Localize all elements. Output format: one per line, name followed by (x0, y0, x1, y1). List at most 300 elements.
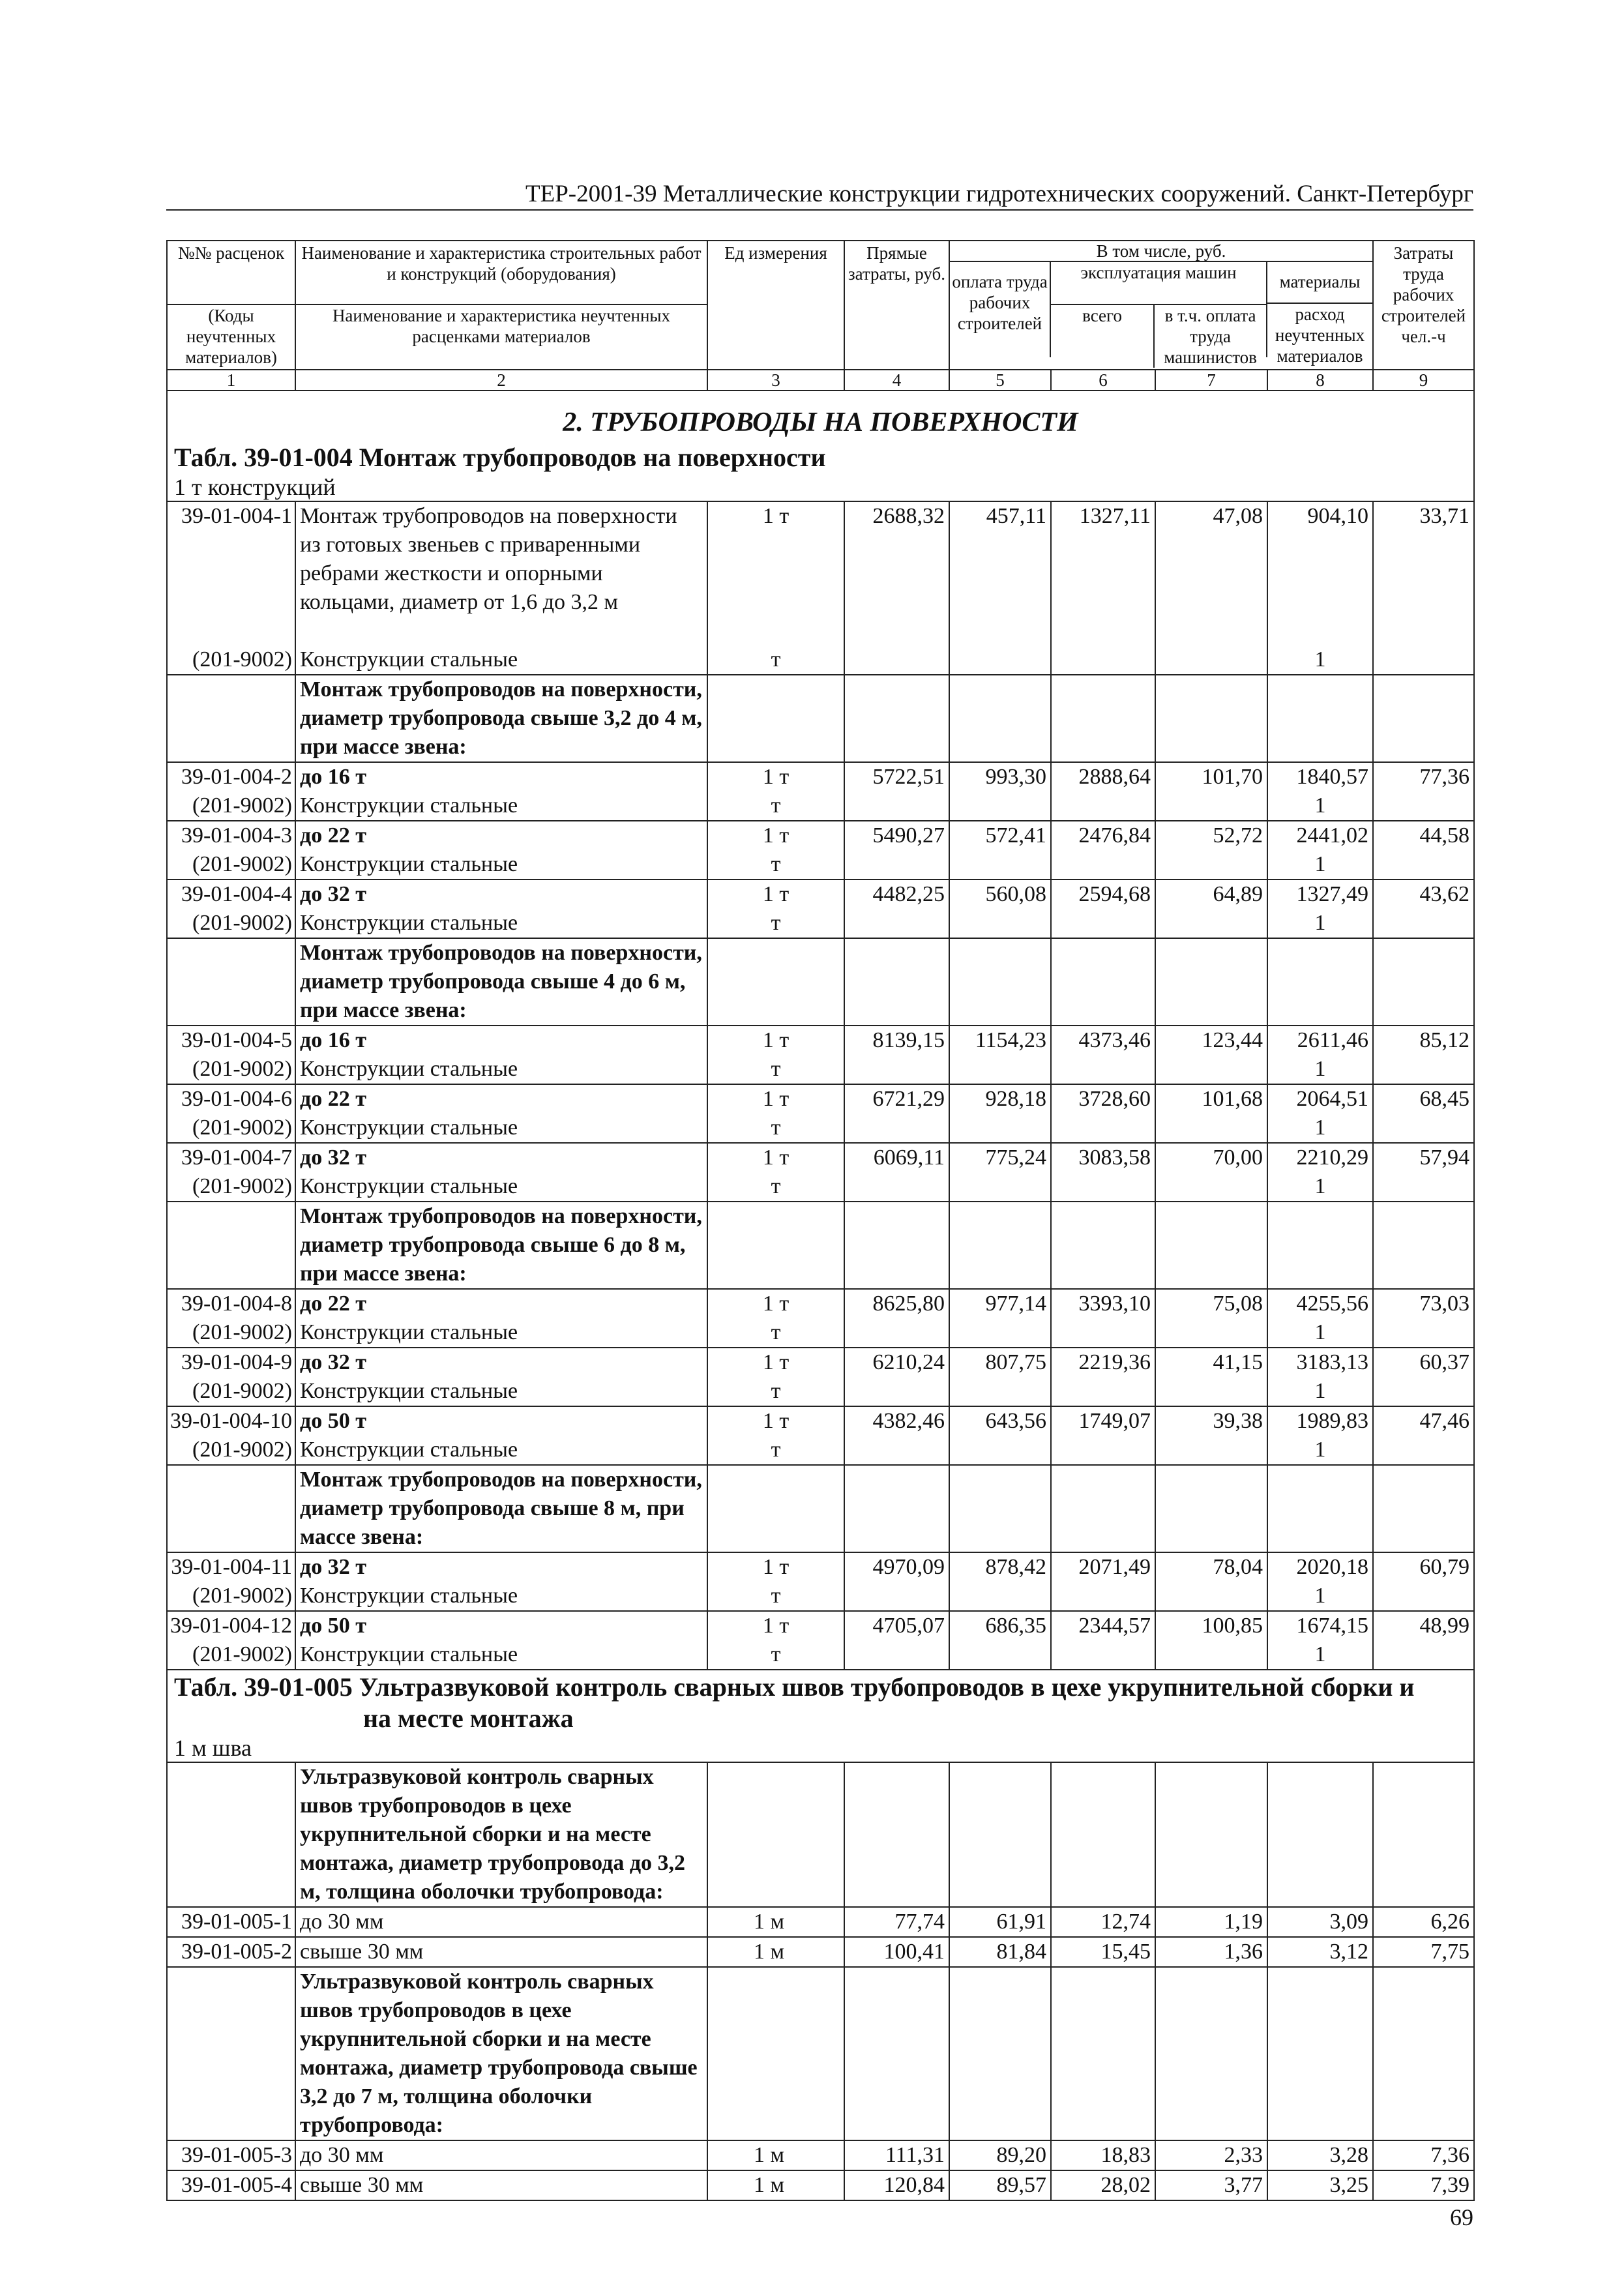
empty-cell (949, 1055, 1051, 1084)
row-code: 39-01-005-4 (167, 2170, 295, 2200)
row-name: до 22 т (295, 1084, 707, 1114)
col-labor-header: оплата труда рабочих строителей (950, 262, 1051, 357)
empty-cell (707, 1202, 844, 1289)
col-number-2: 2 (295, 370, 707, 391)
empty-cell (949, 1114, 1051, 1143)
empty-cell (844, 645, 949, 675)
row-direct: 77,74 (844, 1907, 949, 1937)
empty-cell (949, 1967, 1051, 2140)
empty-cell (1373, 675, 1474, 762)
row-mach-labor: 78,04 (1155, 1552, 1267, 1582)
row-mach: 28,02 (1051, 2170, 1155, 2200)
empty-cell (844, 938, 949, 1026)
row-hours: 57,94 (1373, 1143, 1474, 1172)
row-labor: 928,18 (949, 1084, 1051, 1114)
material-name: Конструкции стальные (295, 1055, 707, 1084)
empty-cell (1051, 909, 1155, 938)
col-number-6: 6 (1051, 370, 1155, 391)
material-qty: 1 (1267, 1436, 1373, 1465)
row-unit: 1 т (707, 1611, 844, 1640)
row-code: 39-01-005-3 (167, 2140, 295, 2170)
empty-cell (1373, 1377, 1474, 1406)
empty-cell (949, 1762, 1051, 1907)
material-name: Конструкции стальные (295, 1114, 707, 1143)
material-qty: 1 (1267, 1377, 1373, 1406)
table-row (167, 1937, 1474, 1967)
empty-cell (1373, 1967, 1474, 2140)
material-name: Конструкции стальные (295, 850, 707, 879)
table-row (167, 1907, 1474, 1937)
material-qty: 1 (1267, 1640, 1373, 1670)
row-mat: 2210,29 (1267, 1143, 1373, 1172)
col-code-header (167, 241, 295, 370)
table-row (167, 501, 1474, 645)
material-name: Конструкции стальные (295, 791, 707, 821)
row-mach: 18,83 (1051, 2140, 1155, 2170)
empty-cell (167, 938, 295, 1026)
row-mat: 3,25 (1267, 2170, 1373, 2200)
col-number-1: 1 (167, 370, 295, 391)
col-hours-header: Затраты труда рабочих строителей чел.-ч (1373, 241, 1474, 370)
table1-title: Табл. 39-01-004 Монтаж трубопроводов на поверхности (174, 443, 826, 472)
material-unit: т (707, 1640, 844, 1670)
row-code: 39-01-004-5 (167, 1026, 295, 1055)
table2-title-line2: на месте монтажа (363, 1704, 574, 1733)
material-name: Конструкции стальные (295, 1640, 707, 1670)
row-code: 39-01-004-12 (167, 1611, 295, 1640)
row-mach-labor: 1,36 (1155, 1937, 1267, 1967)
row-direct: 5722,51 (844, 762, 949, 791)
row-mat: 2441,02 (1267, 821, 1373, 850)
row-unit: 1 т (707, 762, 844, 791)
row-hours: 77,36 (1373, 762, 1474, 791)
row-mach: 1749,07 (1051, 1406, 1155, 1436)
row-mach: 4373,46 (1051, 1026, 1155, 1055)
row-code: 39-01-004-7 (167, 1143, 295, 1172)
empty-cell (1267, 938, 1373, 1026)
row-mat: 1674,15 (1267, 1611, 1373, 1640)
empty-cell (1155, 791, 1267, 821)
row-labor: 457,11 (949, 501, 1051, 645)
empty-cell (1051, 1055, 1155, 1084)
row-name: Монтаж трубопроводов на поверхности из готовых звеньев с приваренными ребрами жесткости и опорными кольцами, диаметр от 1,6 до 3,2 м (295, 501, 707, 645)
empty-cell (949, 675, 1051, 762)
material-qty: 1 (1267, 1055, 1373, 1084)
empty-cell (949, 1465, 1051, 1552)
row-mach-labor: 101,70 (1155, 762, 1267, 791)
row-mat: 3,09 (1267, 1907, 1373, 1937)
col-mat-bottom-header: расход неучтенных материалов (1275, 304, 1365, 366)
row-labor: 81,84 (949, 1937, 1051, 1967)
empty-cell (844, 1172, 949, 1202)
header-number-row (167, 370, 1474, 391)
empty-cell (844, 1967, 949, 2140)
section-row (167, 1670, 1474, 1762)
empty-cell (707, 1762, 844, 1907)
empty-cell (949, 909, 1051, 938)
col-name-top: Наименование и характеристика строительных работ и конструкций (оборудования) (301, 243, 701, 284)
empty-cell (167, 1202, 295, 1289)
row-mach-labor: 3,77 (1155, 2170, 1267, 2200)
row-mach: 15,45 (1051, 1937, 1155, 1967)
material-code: (201-9002) (167, 1114, 295, 1143)
col-name-bottom: Наименование и характеристика неучтенных расценками материалов (296, 304, 707, 347)
empty-cell (1051, 1582, 1155, 1611)
row-unit: 1 т (707, 1552, 844, 1582)
material-row (167, 1318, 1474, 1348)
empty-cell (1373, 1114, 1474, 1143)
empty-cell (1373, 1582, 1474, 1611)
col-number-5: 5 (949, 370, 1051, 391)
col-unit-header: Ед измерения (707, 241, 844, 370)
empty-cell (949, 1436, 1051, 1465)
row-labor: 977,14 (949, 1289, 1051, 1318)
row-hours: 7,39 (1373, 2170, 1474, 2200)
empty-cell (1373, 1055, 1474, 1084)
row-name: до 16 т (295, 1026, 707, 1055)
group-row (167, 1465, 1474, 1552)
table-row (167, 1406, 1474, 1436)
empty-cell (844, 791, 949, 821)
row-direct: 4970,09 (844, 1552, 949, 1582)
table-row (167, 1289, 1474, 1318)
empty-cell (1155, 938, 1267, 1026)
empty-cell (844, 1640, 949, 1670)
row-mat: 3183,13 (1267, 1348, 1373, 1377)
row-code: 39-01-004-6 (167, 1084, 295, 1114)
row-direct: 4382,46 (844, 1406, 949, 1436)
empty-cell (844, 850, 949, 879)
row-hours: 44,58 (1373, 821, 1474, 850)
empty-cell (949, 850, 1051, 879)
empty-cell (1267, 675, 1373, 762)
empty-cell (1373, 1465, 1474, 1552)
table-row (167, 1348, 1474, 1377)
material-qty: 1 (1267, 1172, 1373, 1202)
page-number: 69 (1450, 2204, 1473, 2230)
empty-cell (167, 1967, 295, 2140)
row-mach-labor: 2,33 (1155, 2140, 1267, 2170)
row-labor: 643,56 (949, 1406, 1051, 1436)
empty-cell (1051, 791, 1155, 821)
empty-cell (1267, 1202, 1373, 1289)
empty-cell (707, 675, 844, 762)
row-mach: 2344,57 (1051, 1611, 1155, 1640)
row-mat: 1327,49 (1267, 879, 1373, 909)
row-mach-labor: 39,38 (1155, 1406, 1267, 1436)
row-mach-labor: 101,68 (1155, 1084, 1267, 1114)
row-mach-labor: 70,00 (1155, 1143, 1267, 1172)
material-unit: т (707, 791, 844, 821)
table-row (167, 1143, 1474, 1172)
row-mat: 2020,18 (1267, 1552, 1373, 1582)
row-code: 39-01-005-2 (167, 1937, 295, 1967)
empty-cell (1051, 1114, 1155, 1143)
row-mach-labor: 1,19 (1155, 1907, 1267, 1937)
empty-cell (1051, 675, 1155, 762)
row-direct: 6210,24 (844, 1348, 949, 1377)
empty-cell (1373, 850, 1474, 879)
row-mat: 1840,57 (1267, 762, 1373, 791)
row-hours: 6,26 (1373, 1907, 1474, 1937)
row-unit: 1 т (707, 1084, 844, 1114)
empty-cell (1155, 850, 1267, 879)
material-name: Конструкции стальные (295, 1172, 707, 1202)
group-row (167, 675, 1474, 762)
row-hours: 68,45 (1373, 1084, 1474, 1114)
row-mach-labor: 52,72 (1155, 821, 1267, 850)
row-mach: 1327,11 (1051, 501, 1155, 645)
material-qty: 1 (1267, 1114, 1373, 1143)
row-labor: 1154,23 (949, 1026, 1051, 1055)
empty-cell (949, 1318, 1051, 1348)
material-qty: 1 (1267, 791, 1373, 821)
empty-cell (844, 1762, 949, 1907)
empty-cell (1155, 1114, 1267, 1143)
group-row (167, 938, 1474, 1026)
group-title: Ультразвуковой контроль сварных швов трубопроводов в цехе укрупнительной сборки и на месте монтажа, диаметр трубопровода до 3,2 м, толщина оболочки трубопровода: (295, 1762, 707, 1907)
row-labor: 686,35 (949, 1611, 1051, 1640)
empty-cell (1155, 1582, 1267, 1611)
row-mach: 2219,36 (1051, 1348, 1155, 1377)
empty-cell (949, 1640, 1051, 1670)
row-mach: 3728,60 (1051, 1084, 1155, 1114)
empty-cell (1373, 1318, 1474, 1348)
empty-cell (1373, 645, 1474, 675)
row-code: 39-01-004-4 (167, 879, 295, 909)
row-mach: 12,74 (1051, 1907, 1155, 1937)
group-title: Монтаж трубопроводов на поверхности, диаметр трубопровода свыше 6 до 8 м, при массе звена: (295, 1202, 707, 1289)
material-unit: т (707, 909, 844, 938)
material-row (167, 1055, 1474, 1084)
row-code: 39-01-004-3 (167, 821, 295, 850)
row-hours: 85,12 (1373, 1026, 1474, 1055)
material-unit: т (707, 1318, 844, 1348)
group-row (167, 1202, 1474, 1289)
row-unit: 1 т (707, 879, 844, 909)
row-name: до 32 т (295, 1348, 707, 1377)
col-code-top: №№ расценок (177, 243, 285, 263)
group-row (167, 1967, 1474, 2140)
row-hours: 48,99 (1373, 1611, 1474, 1640)
empty-cell (1155, 1640, 1267, 1670)
group-title: Монтаж трубопроводов на поверхности, диаметр трубопровода свыше 4 до 6 м, при массе звена: (295, 938, 707, 1026)
row-mat: 3,28 (1267, 2140, 1373, 2170)
row-code: 39-01-004-10 (167, 1406, 295, 1436)
row-mach-labor: 47,08 (1155, 501, 1267, 645)
empty-cell (1155, 909, 1267, 938)
row-unit: 1 т (707, 1406, 844, 1436)
group-title: Монтаж трубопроводов на поверхности, диаметр трубопровода свыше 8 м, при массе звена: (295, 1465, 707, 1552)
material-unit: т (707, 645, 844, 675)
empty-cell (1373, 1172, 1474, 1202)
table-row (167, 2170, 1474, 2200)
empty-cell (1373, 938, 1474, 1026)
material-code: (201-9002) (167, 645, 295, 675)
row-labor: 572,41 (949, 821, 1051, 850)
section-cell (167, 391, 1474, 501)
row-unit: 1 т (707, 1026, 844, 1055)
material-row (167, 1377, 1474, 1406)
row-hours: 33,71 (1373, 501, 1474, 645)
material-row (167, 850, 1474, 879)
col-group-header (949, 241, 1373, 370)
empty-cell (1373, 1202, 1474, 1289)
group-title: Ультразвуковой контроль сварных швов трубопроводов в цехе укрупнительной сборки и на месте монтажа, диаметр трубопровода свыше 3,2 до 7 м, толщина оболочки трубопровода: (295, 1967, 707, 2140)
material-row (167, 1114, 1474, 1143)
row-name: до 30 мм (295, 1907, 707, 1937)
empty-cell (1051, 850, 1155, 879)
empty-cell (844, 675, 949, 762)
header-rule (166, 209, 1473, 211)
row-mach-labor: 100,85 (1155, 1611, 1267, 1640)
row-mach: 2476,84 (1051, 821, 1155, 850)
material-unit: т (707, 1114, 844, 1143)
empty-cell (1051, 1172, 1155, 1202)
empty-cell (1155, 1055, 1267, 1084)
row-unit: 1 т (707, 1348, 844, 1377)
empty-cell (1051, 1762, 1155, 1907)
row-unit: 1 м (707, 2140, 844, 2170)
row-direct: 8139,15 (844, 1026, 949, 1055)
table-row (167, 1026, 1474, 1055)
row-name: до 22 т (295, 1289, 707, 1318)
row-name: до 50 т (295, 1611, 707, 1640)
material-code: (201-9002) (167, 1377, 295, 1406)
group-title: Монтаж трубопроводов на поверхности, диаметр трубопровода свыше 3,2 до 4 м, при массе звена: (295, 675, 707, 762)
row-direct: 4705,07 (844, 1611, 949, 1640)
row-code: 39-01-005-1 (167, 1907, 295, 1937)
material-code: (201-9002) (167, 791, 295, 821)
empty-cell (707, 1465, 844, 1552)
row-unit: 1 м (707, 1907, 844, 1937)
row-direct: 4482,25 (844, 879, 949, 909)
empty-cell (1155, 1172, 1267, 1202)
empty-cell (844, 1377, 949, 1406)
row-mach: 2888,64 (1051, 762, 1155, 791)
row-mach: 2594,68 (1051, 879, 1155, 909)
material-code: (201-9002) (167, 1318, 295, 1348)
material-qty: 1 (1267, 1582, 1373, 1611)
row-hours: 7,75 (1373, 1937, 1474, 1967)
empty-cell (844, 1582, 949, 1611)
col-number-7: 7 (1155, 370, 1267, 391)
page-header: ТЕР-2001-39 Металлические конструкции гидротехнических сооружений. Санкт-Петербург (525, 181, 1473, 207)
row-unit: 1 т (707, 501, 844, 645)
price-table (166, 240, 1475, 2201)
empty-cell (1373, 791, 1474, 821)
empty-cell (1155, 1377, 1267, 1406)
table-row (167, 1611, 1474, 1640)
row-code: 39-01-004-9 (167, 1348, 295, 1377)
row-unit: 1 т (707, 1289, 844, 1318)
material-row (167, 1582, 1474, 1611)
material-row (167, 1172, 1474, 1202)
empty-cell (167, 1465, 295, 1552)
material-unit: т (707, 1055, 844, 1084)
row-labor: 61,91 (949, 1907, 1051, 1937)
empty-cell (844, 909, 949, 938)
empty-cell (1155, 1465, 1267, 1552)
material-unit: т (707, 850, 844, 879)
row-hours: 7,36 (1373, 2140, 1474, 2170)
material-name: Конструкции стальные (295, 1582, 707, 1611)
empty-cell (949, 938, 1051, 1026)
material-code: (201-9002) (167, 850, 295, 879)
row-mach: 3083,58 (1051, 1143, 1155, 1172)
row-labor: 878,42 (949, 1552, 1051, 1582)
empty-cell (949, 1202, 1051, 1289)
empty-cell (1373, 1762, 1474, 1907)
material-qty: 1 (1267, 850, 1373, 879)
material-row (167, 1640, 1474, 1670)
material-name: Конструкции стальные (295, 1377, 707, 1406)
col-number-4: 4 (844, 370, 949, 391)
empty-cell (1267, 1762, 1373, 1907)
row-mat: 3,12 (1267, 1937, 1373, 1967)
col-number-8: 8 (1267, 370, 1373, 391)
row-direct: 5490,27 (844, 821, 949, 850)
material-row (167, 791, 1474, 821)
row-hours: 60,79 (1373, 1552, 1474, 1582)
row-name: до 32 т (295, 1552, 707, 1582)
col-code-bottom: (Коды неучтенных материалов) (168, 304, 295, 368)
row-mach-labor: 123,44 (1155, 1026, 1267, 1055)
col-number-9: 9 (1373, 370, 1474, 391)
row-name: свыше 30 мм (295, 1937, 707, 1967)
material-row (167, 1436, 1474, 1465)
empty-cell (1051, 1967, 1155, 2140)
row-mach: 3393,10 (1051, 1289, 1155, 1318)
empty-cell (1155, 675, 1267, 762)
row-mach: 2071,49 (1051, 1552, 1155, 1582)
row-code: 39-01-004-2 (167, 762, 295, 791)
table-row (167, 762, 1474, 791)
row-mat: 2611,46 (1267, 1026, 1373, 1055)
col-number-3: 3 (707, 370, 844, 391)
material-unit: т (707, 1436, 844, 1465)
empty-cell (949, 1172, 1051, 1202)
row-labor: 993,30 (949, 762, 1051, 791)
row-code: 39-01-004-11 (167, 1552, 295, 1582)
empty-cell (844, 1436, 949, 1465)
empty-cell (167, 675, 295, 762)
section-row (167, 391, 1474, 501)
material-qty: 1 (1267, 1318, 1373, 1348)
table2-title-cell (167, 1670, 1474, 1762)
material-code: (201-9002) (167, 1640, 295, 1670)
section-title: 2. ТРУБОПРОВОДЫ НА ПОВЕРХНОСТИ (563, 407, 1078, 437)
empty-cell (1051, 1202, 1155, 1289)
material-name: Конструкции стальные (295, 1436, 707, 1465)
row-unit: 1 м (707, 1937, 844, 1967)
material-code: (201-9002) (167, 1055, 295, 1084)
material-row (167, 645, 1474, 675)
empty-cell (1155, 1202, 1267, 1289)
empty-cell (949, 1377, 1051, 1406)
empty-cell (844, 1055, 949, 1084)
row-name: до 32 т (295, 879, 707, 909)
row-hours: 73,03 (1373, 1289, 1474, 1318)
row-direct: 8625,80 (844, 1289, 949, 1318)
row-direct: 120,84 (844, 2170, 949, 2200)
empty-cell (167, 1762, 295, 1907)
row-code: 39-01-004-1 (167, 501, 295, 645)
row-direct: 6069,11 (844, 1143, 949, 1172)
empty-cell (1051, 1640, 1155, 1670)
row-unit: 1 т (707, 821, 844, 850)
empty-cell (949, 645, 1051, 675)
